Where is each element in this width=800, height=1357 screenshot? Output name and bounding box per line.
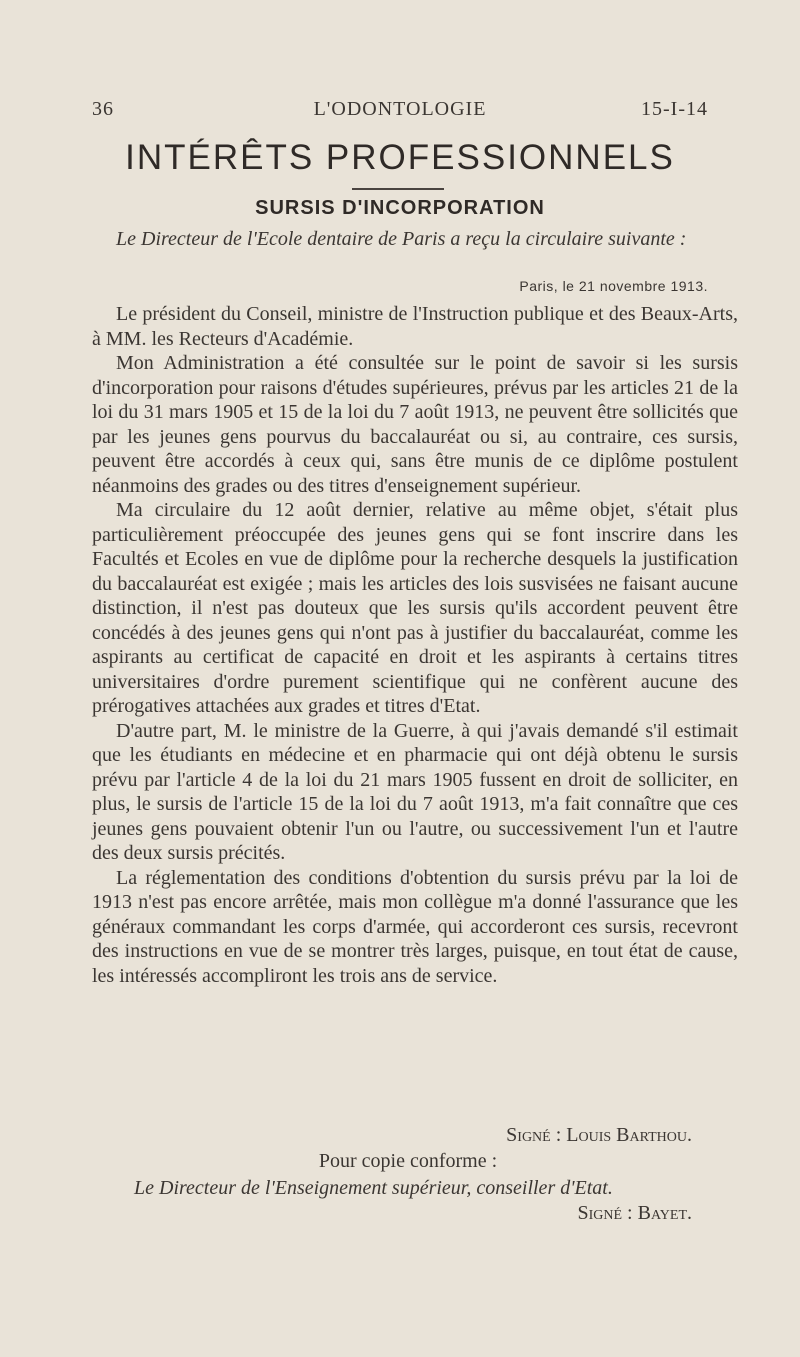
copy-note: Pour copie conforme : xyxy=(318,1150,498,1172)
running-header xyxy=(92,98,708,124)
signatory-title: Le Directeur de l'Enseignement supérieur, conseiller d'Etat. xyxy=(134,1177,613,1199)
paragraph: La réglementation des conditions d'obtention du sursis prévu par la loi de 1913 n'est pas encore arrêtée, mais mon collègue m'a donné l'assurance que les généraux commandant les corps d'armée, qui accorderont ces sursis, recevront des instructions en vue de se montrer très larges, puisque, en tout état de cause, les intéressés accompliront les trois ans de service. xyxy=(92,866,738,987)
paragraph: Mon Administration a été consultée sur le point de savoir si les sursis d'incorporation pour raisons d'études supérieures, prévus par les articles 21 de la loi du 31 mars 1905 et 15 de la loi du 7 août 1913, ne peuvent être sollicités que par les jeunes gens pourvus du baccalauréat ou si, au contraire, ces sursis, peuvent être accordés à ceux qui, sans être munis de ce diplôme postulent néanmoins des grades ou des titres d'enseignement supérieur. xyxy=(92,352,738,497)
article-body xyxy=(92,302,738,988)
paragraph: Le président du Conseil, ministre de l'Instruction publique et des Beaux-Arts, à MM. les Recteurs d'Académie. xyxy=(92,303,738,350)
journal-title: L'ODONTOLOGIE xyxy=(313,98,487,120)
paragraph: Ma circulaire du 12 août dernier, relative au même objet, s'était plus particulièrement préoccupée des jeunes gens qui se font inscrire dans les Facultés et Ecoles en vue de diplôme pour la recherche desquels la justification du baccalauréat est exigée ; mais les articles des lois susvisées ne faisant aucune distinction, il n'est pas douteux que les sursis qu'ils accordent peuvent être concédés à des jeunes gens qui n'ont pas à justifier du baccalauréat, comme les aspirants au certificat de capacité en droit et les aspirants à certains titres universitaires d'ordre purement scientifique qui ne confèrent aucune des prérogatives attachées aux grades et titres d'Etat. xyxy=(92,499,738,717)
dateline: Paris, le 21 novembre 1913. xyxy=(519,278,708,294)
signature-barthou: Signé : Louis Barthou. xyxy=(506,1124,692,1146)
page-number: 36 xyxy=(92,98,114,120)
section-title: INTÉRÊTS PROFESSIONNELS xyxy=(125,138,675,177)
signature-bayet: Signé : Bayet. xyxy=(577,1202,692,1224)
intro-text: Le Directeur de l'Ecole dentaire de Paris a reçu la circulaire suivante : xyxy=(116,228,687,250)
article-subtitle: SURSIS D'INCORPORATION xyxy=(255,197,545,219)
paragraph: D'autre part, M. le ministre de la Guerre, à qui j'avais demandé s'il estimait que les étudiants en médecine et en pharmacie qui ont déjà obtenu le sursis prévu par l'article 4 de la loi du 21 mars 1905 fussent en droit de solliciter, en plus, le sursis de l'article 15 de la loi du 7 août 1913, m'a fait connaître que ces jeunes gens pouvaient obtenir l'un ou l'autre, ou successivement l'un et l'autre des deux sursis précités. xyxy=(92,719,738,864)
title-divider xyxy=(352,188,444,190)
issue-date: 15-I-14 xyxy=(641,98,708,120)
